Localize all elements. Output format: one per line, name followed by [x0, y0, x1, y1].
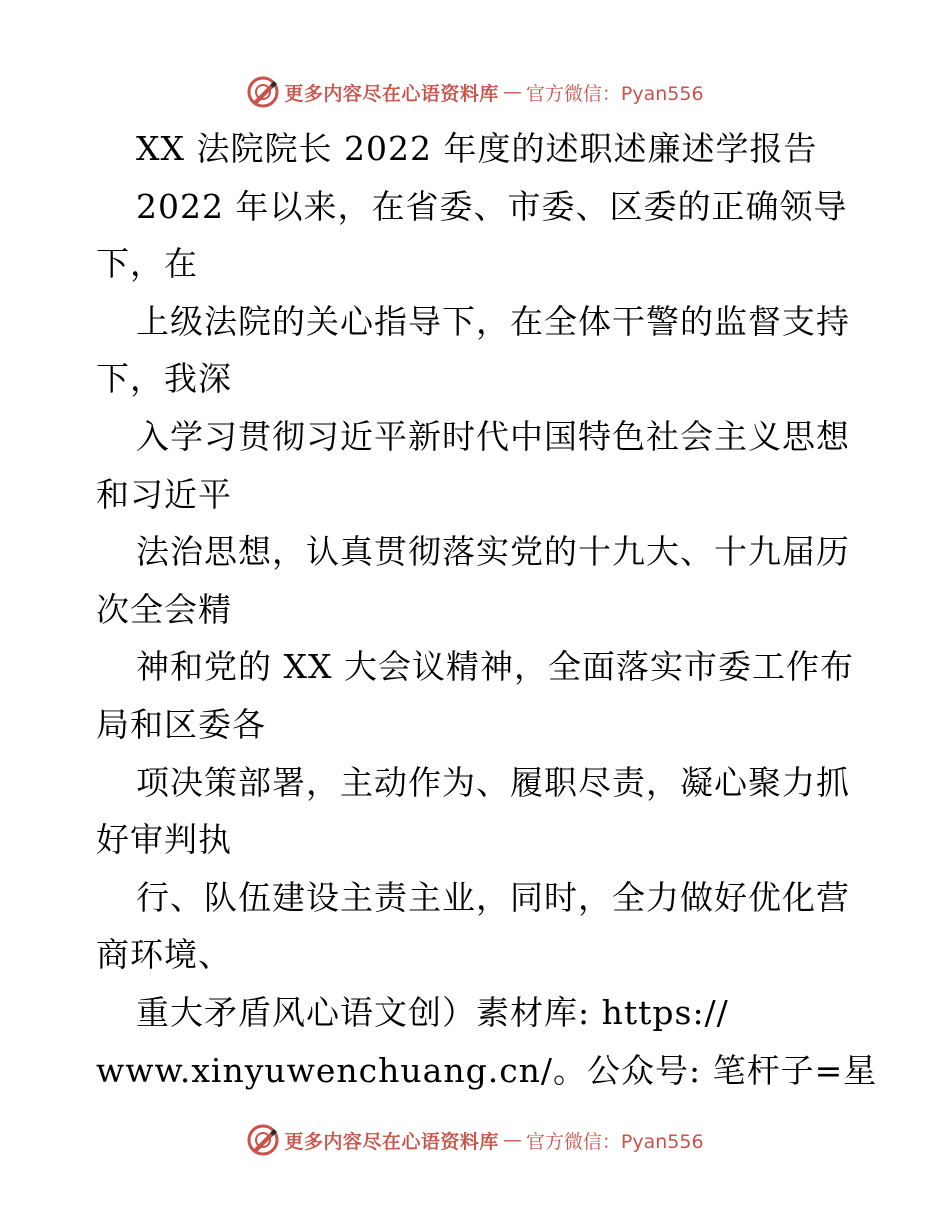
- paragraph-line: 行、队伍建设主责主业，同时，全力做好优化营: [136, 877, 850, 917]
- paragraph-line: www.xinyuwenchuang.cn/。公众号: 笔杆子=星: [96, 1050, 878, 1090]
- paragraph-line: 项决策部署，主动作为、履职尽责，凝心聚力抓: [136, 762, 850, 802]
- document-title: XX 法院院长 2022 年度的述职述廉述学报告: [136, 129, 818, 168]
- paragraph-line: 和习近平: [96, 474, 232, 514]
- watermark-title: 更多内容尽在心语资料库: [284, 82, 499, 105]
- paragraph-line: 重大矛盾风心语文创）素材库: https://: [136, 992, 729, 1032]
- document-body: [96, 120, 878, 1099]
- paragraph-line: 局和区委各: [96, 704, 266, 744]
- paragraph-line: 上级法院的关心指导下，在全体干警的监督支持: [136, 301, 850, 341]
- watermark-dash: —: [502, 81, 522, 103]
- paragraph-line: 商环境、: [96, 935, 232, 975]
- pen-logo-icon: [246, 75, 280, 109]
- pen-logo-icon: [246, 1123, 280, 1157]
- paragraph-line: 次全会精: [96, 589, 232, 629]
- paragraph-line: 2022 年以来，在省委、市委、区委的正确领导: [136, 186, 848, 226]
- watermark-contact: 官方微信：Pyan556: [525, 1130, 704, 1153]
- watermark-contact: 官方微信：Pyan556: [525, 82, 704, 105]
- footer-watermark: [0, 1120, 950, 1160]
- watermark-dash: —: [502, 1129, 522, 1151]
- paragraph-line: 好审判执: [96, 820, 232, 860]
- paragraph-line: 下，在: [96, 244, 198, 284]
- paragraph-line: 法治思想，认真贯彻落实党的十九大、十九届历: [136, 532, 850, 572]
- paragraph-line: 入学习贯彻习近平新时代中国特色社会主义思想: [136, 416, 850, 456]
- paragraph-line: 下，我深: [96, 359, 232, 399]
- paragraph-line: 神和党的 XX 大会议精神，全面落实市委工作布: [136, 647, 854, 687]
- watermark-title: 更多内容尽在心语资料库: [284, 1130, 499, 1153]
- header-watermark: [0, 72, 950, 112]
